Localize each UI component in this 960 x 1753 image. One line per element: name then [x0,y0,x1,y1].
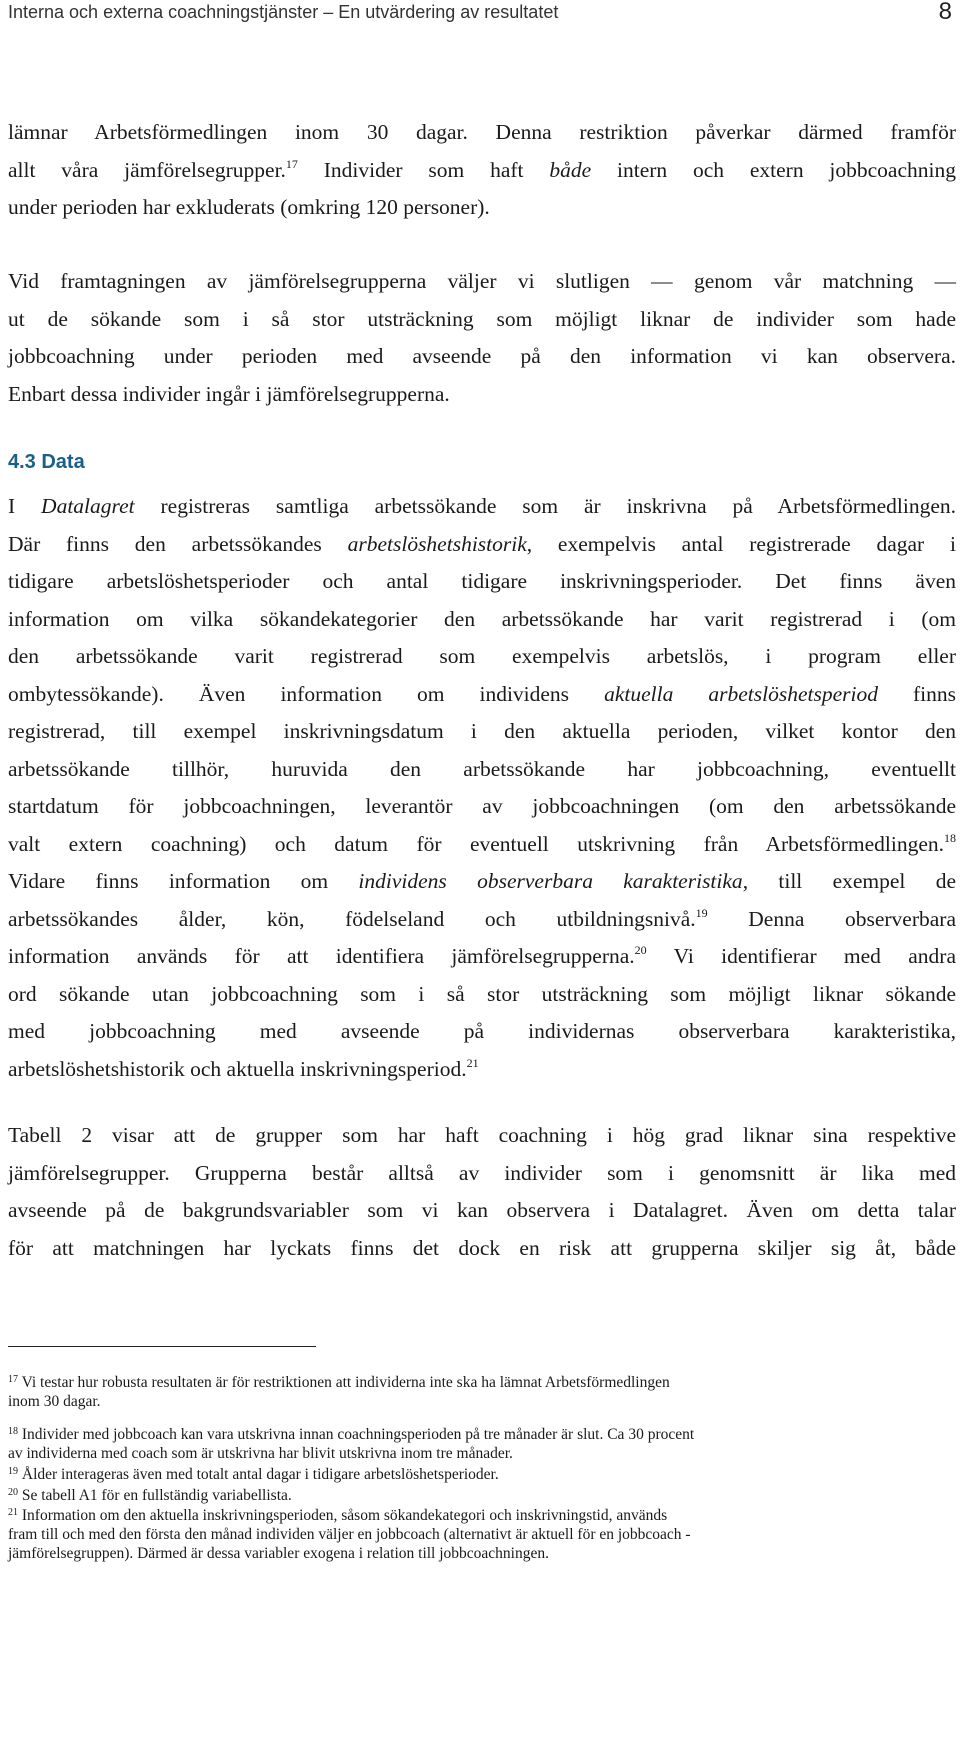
text-line: tidigare arbetslöshetsperioder och antal tidigare inskrivningsperioder. Det finns även [8,569,956,593]
header-title: Interna och externa coachningstjänster – En utvärdering av resultatet [8,2,559,22]
text-line: ord sökande utan jobbcoachning som i så stor utsträckning som möjligt liknar sökande [8,981,956,1006]
footnote-text: Ålder interageras även med totalt antal dagar i tidigare arbetslöshetsperioder. [18,1466,499,1483]
text-line: Enbart dessa individer ingår i jämförelsegrupperna. [8,381,450,406]
text-line: den arbetssökande varit registrerad som exempelvis arbetslös, i program eller [8,644,956,668]
footnote-ref: 18 [944,830,956,845]
footnote-ref: 21 [466,1055,479,1070]
emphasis: individens observerbara karakteristika [358,869,743,893]
footnote-number: 17 [8,1374,18,1385]
running-header [8,0,952,30]
emphasis: arbetslöshetshistorik [347,531,527,556]
footnote-divider [8,1346,316,1347]
footnote-ref: 20 [634,943,647,957]
paragraph-continued [8,114,956,227]
footnote-text: inom 30 dagar. [8,1393,101,1410]
footnote-text: Information om den aktuella inskrivningsperioden, såsom sökandekategori och inskrivningstid, används [18,1507,668,1524]
paragraph-data [8,488,956,1088]
footnote-text: Se tabell A1 för en fullständig variabellista. [18,1487,292,1504]
text-line: jämförelsegrupper. Grupperna består alltså av individer som i genomsnitt är lika med [8,1160,956,1185]
text-line: Tabell 2 visar att de grupper som har haft coachning i hög grad liknar sina respektive [8,1123,956,1147]
text-line: för att matchningen har lyckats finns det dock en risk att grupperna skiljer sig åt, både [8,1235,956,1260]
emphasis: både [549,157,592,182]
footnote-19 [8,1465,956,1484]
text-line: under perioden har exkluderats (omkring 120 personer). [8,195,490,219]
emphasis: Datalagret [41,494,135,518]
section-heading: 4.3 Data [8,451,85,473]
paragraph-table-2 [8,1117,956,1267]
footnote-20 [8,1486,956,1505]
text-line: I Datalagret registreras samtliga arbetssökande som är inskrivna på Arbetsförmedlingen. [8,494,956,518]
footnote-17 [8,1373,956,1411]
footnote-ref: 17 [285,156,298,171]
footnote-number: 20 [8,1487,18,1498]
footnote-number: 19 [8,1466,18,1477]
emphasis: aktuella arbetslöshetsperiod [604,681,878,706]
footnote-number: 21 [8,1507,18,1518]
text-line: med jobbcoachning med avseende på individernas observerbara karakteristika, [8,1019,956,1043]
page-number: 8 [938,0,952,25]
text-line: ombytessökande). Även information om individens aktuella arbetslöshetsperiod finns [8,681,956,706]
text-line: Vid framtagningen av jämförelsegrupperna väljer vi slutligen — genom vår matchning — [8,269,956,293]
footnote-number: 18 [8,1426,18,1437]
footnote-text: Individer med jobbcoach kan vara utskrivna innan coachningsperioden på tre månader är slut. Ca 30 procent [18,1426,695,1443]
text-line: Där finns den arbetssökandes arbetslöshetshistorik, exempelvis antal registrerade dagar i [8,531,956,556]
text-line: arbetssökande tillhör, huruvida den arbetssökande har jobbcoachning, eventuellt [8,756,956,781]
text-line: avseende på de bakgrundsvariabler som vi kan observera i Datalagret. Även om detta talar [8,1198,956,1222]
text-line: valt extern coachning) och datum för eventuell utskrivning från Arbetsförmedlingen.$^{18}$ [8,830,956,856]
text-line: startdatum för jobbcoachningen, leverantör av jobbcoachningen (om den arbetssökande [8,794,956,818]
footnote-21 [8,1506,956,1563]
footnote-text: fram till och med den första den månad individen väljer en jobbcoach (alternativt är aktuell för en jobbcoach - [8,1526,691,1543]
footnote-ref: 19 [695,905,708,920]
footnote-text: jämförelsegruppen). Därmed är dessa variabler exogena i relation till jobbcoachningen. [8,1545,549,1562]
text-line: lämnar Arbetsförmedlingen inom 30 dagar. Denna restriktion påverkar därmed framför [8,120,956,144]
footnote-18 [8,1425,956,1463]
text-line: Vidare finns information om individens observerbara karakteristika, till exempel de [8,869,957,893]
text-line: arbetslöshetshistorik och aktuella inskrivningsperiod.$^{21}$ [8,1055,479,1081]
text-line: jobbcoachning under perioden med avseende på den information vi kan observera. [8,344,956,368]
footnote-text: av individerna med coach som är utskrivna har blivit utskrivna inom tre månader. [8,1445,513,1462]
text-line: allt våra jämförelsegrupper.$^{17}$ Individer som haft både intern och extern jobbcoachning [8,156,956,182]
text-line: information används för att identifiera jämförelsegrupperna.$^{20}$ Vi identifierar med andra [8,943,956,968]
footnote-text: Vi testar hur robusta resultaten är för restriktionen att individerna inte ska ha lämnat Arbetsförmedlingen [18,1374,670,1391]
text-line: registrerad, till exempel inskrivningsdatum i den aktuella perioden, vilket kontor den [8,719,956,743]
text-line: information om vilka sökandekategorier den arbetssökande har varit registrerad i (om [8,606,956,631]
paragraph-comparison-groups [8,263,956,413]
text-line: ut de sökande som i så stor utsträckning som möjligt liknar de individer som hade [8,306,956,331]
text-line: arbetssökandes ålder, kön, födelseland och utbildningsnivå.$^{19}$ Denna observerbara [8,905,956,931]
